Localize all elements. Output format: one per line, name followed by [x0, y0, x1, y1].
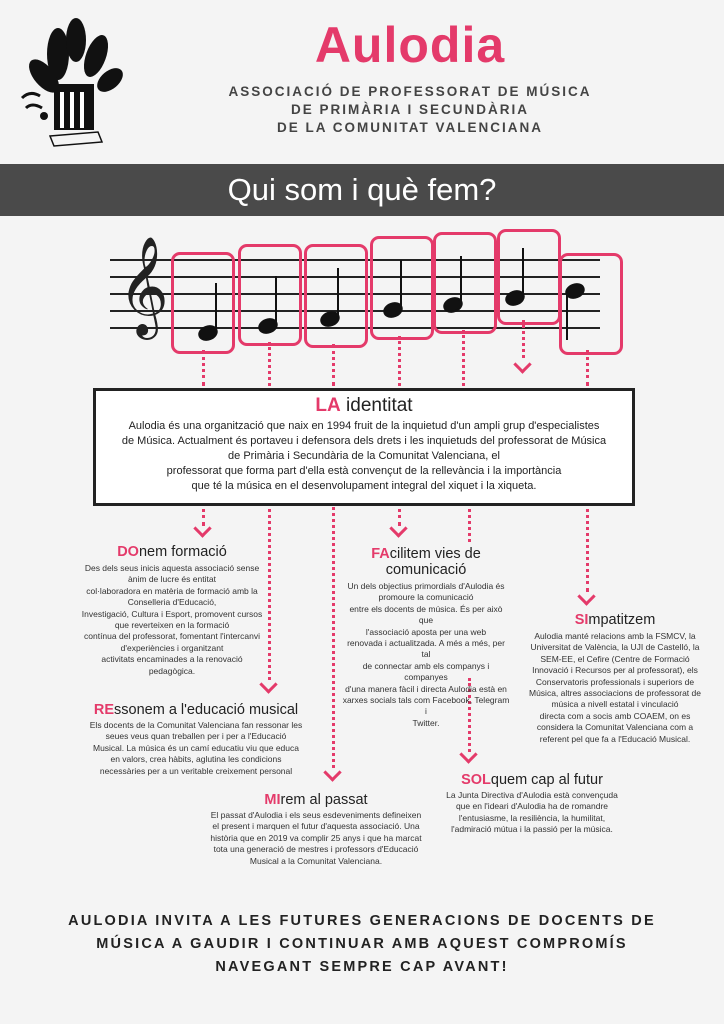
- text-line: música a nivell estatal i vinculació: [551, 699, 679, 710]
- text-line: Els docents de la Comunitat Valenciana fan ressonar les: [89, 720, 303, 730]
- text-line: xarxes socials tals com Facebook, Telegram i: [342, 695, 510, 717]
- text-line: el present i marquen el futur d'aquesta associació. Una: [212, 821, 420, 832]
- page-title: Aulodia: [314, 17, 506, 73]
- subtitle-line: DE PRIMÀRIA I SECUNDÀRIA: [290, 102, 529, 117]
- section-text: [526, 631, 704, 745]
- section-title-highlight: MI: [264, 792, 281, 808]
- text-line: entre els docents de música. És per això que: [349, 603, 503, 626]
- section-do: [72, 544, 272, 677]
- section-title-rest: cilitem vies de: [389, 546, 481, 562]
- text-line: l'entusiasme, la resiliència, la humilitat,: [458, 812, 606, 823]
- text-line: referent pel que fa a l'Educació Musical.: [539, 733, 691, 744]
- text-line: activitats encaminades a la renovació: [101, 654, 243, 665]
- section-title-rest: ssonem a l'educació musical: [114, 702, 299, 718]
- section-mi: [194, 792, 438, 867]
- text-line: contínua del professorat, fomentant l'intercanvi: [84, 631, 260, 642]
- text-line: Conservatoris professionals i superiors de: [535, 676, 695, 687]
- section-sol: [444, 772, 620, 836]
- section-title-rest: quem cap al futur: [490, 772, 603, 788]
- text-line: considera la Comunitat Valenciana com a: [536, 722, 694, 733]
- arrow-down-icon: [323, 763, 341, 781]
- connector-dots: [462, 330, 465, 386]
- connector-dots: [586, 350, 589, 386]
- footer-line: MÚSICA A GAUDIR I CONTINUAR AMB AQUEST COMPROMÍS: [96, 936, 628, 952]
- connector-dots: [202, 350, 205, 386]
- arrow-down-icon: [577, 587, 595, 605]
- subtitle-line: DE LA COMUNITAT VALENCIANA: [277, 120, 543, 135]
- connector-dots: [468, 502, 471, 542]
- treble-clef-icon: 𝄞: [118, 238, 169, 334]
- section-title: [194, 792, 438, 808]
- section-text: [194, 810, 438, 867]
- text-line: directa com a socis amb COAEM, on es: [539, 710, 691, 721]
- identity-text: [112, 419, 616, 494]
- text-line: Des dels seus inicis aquesta associació sense: [84, 563, 260, 573]
- connector-dots: [398, 336, 401, 386]
- section-title-rest: comunicació: [385, 562, 467, 578]
- identity-line: de Música. Actualment és portaveu i defensora dels drets i les inquietuds del professorat de Música: [121, 435, 607, 447]
- text-line: La Junta Directiva d'Aulodia està convençuda: [446, 790, 618, 800]
- text-line: Universitat de València, la UJI de Castelló, la: [530, 642, 700, 653]
- section-text: [72, 563, 272, 677]
- text-line: història que en 2019 va complir 25 anys i que ha marcat: [210, 832, 422, 843]
- identity-line: de Primària i Secundària de la Comunitat Valenciana, el: [228, 450, 500, 462]
- text-line: l'associació aposta per una web: [365, 626, 487, 637]
- text-line: Conselleria d'Educació,: [127, 597, 217, 608]
- section-text: [444, 790, 620, 836]
- identity-line: professorat que forma part d'ella està convençut de la rellevància i la importància: [166, 465, 562, 477]
- text-line: en valors, crea hàbits, aglutina les condicions: [110, 754, 282, 765]
- text-line: SEM-EE, el Cefire (Centre de Formació: [540, 653, 690, 664]
- text-line: de connectar amb els companys i companyes: [362, 660, 490, 683]
- section-title-rest: rem al passat: [280, 792, 368, 808]
- identity-line: Aulodia és una organització que naix en 1994 fruit de la inquietud d'un ampli grup d'especialistes: [128, 420, 600, 432]
- text-line: tota una generació de mestres i professors d'Educació: [213, 844, 419, 855]
- section-title-highlight: RE: [93, 702, 115, 718]
- section-title-highlight: SOL: [461, 772, 491, 788]
- section-title-rest: nem formació: [138, 544, 227, 560]
- quarter-note-icon: [0, 0, 724, 400]
- text-line: El passat d'Aulodia i els seus esdeveniments defineixen: [210, 810, 422, 820]
- connector-dots: [522, 320, 525, 358]
- text-line: pedagògica.: [148, 665, 196, 676]
- subtitle-line: ASSOCIACIÓ DE PROFESSORAT DE MÚSICA: [228, 84, 592, 99]
- arrow-down-icon: [459, 745, 477, 763]
- connector-dots: [332, 502, 335, 768]
- arrow-down-icon: [389, 519, 407, 537]
- text-line: Un dels objectius primordials d'Aulodia és: [347, 581, 505, 591]
- text-line: Innovació i Recursos per al professorat), els: [532, 665, 698, 676]
- footer-statement: [30, 910, 694, 979]
- text-line: Twitter.: [412, 717, 440, 728]
- section-title-rest: mpatitzem: [588, 612, 656, 628]
- section-title-highlight: FA: [371, 546, 390, 562]
- identity-box: [93, 388, 635, 506]
- footer-line: NAVEGANT SEMPRE CAP AVANT!: [215, 959, 509, 975]
- text-line: necessàries per a un veritable creixement personal: [99, 765, 293, 776]
- section-text: [342, 581, 510, 729]
- connector-dots: [586, 502, 589, 592]
- text-line: Aulodia manté relacions amb la FSMCV, la: [534, 631, 696, 641]
- arrow-down-icon: [193, 519, 211, 537]
- section-title-highlight: DO: [117, 544, 139, 560]
- text-line: Música, altres associacions de professorat de: [529, 688, 701, 699]
- footer-line: AULODIA INVITA A LES FUTURES GENERACIONS DE DOCENTS DE: [68, 913, 656, 929]
- text-line: d'experiències i organitzant: [120, 642, 224, 653]
- connector-dots: [268, 342, 271, 386]
- section-title: [342, 546, 510, 562]
- text-line: Musical. La música és un camí educatiu viu que educa: [92, 742, 299, 753]
- section-fa: [342, 546, 510, 729]
- identity-title-rest: identitat: [340, 395, 413, 416]
- section-title-highlight: SI: [574, 612, 589, 628]
- text-line: Investigació, Cultura i Esport, promovent cursos: [81, 608, 263, 619]
- text-line: seues veus quan treballen per i per a l'Educació: [105, 731, 287, 742]
- section-title: [526, 612, 704, 628]
- text-line: renovada i actualitzada. A més a més, per tal: [347, 638, 505, 660]
- arrow-down-icon: [259, 675, 277, 693]
- section-banner: Qui som i què fem?: [0, 164, 724, 216]
- section-title: [72, 544, 272, 560]
- identity-title-highlight: LA: [315, 395, 341, 416]
- section-title: [76, 702, 316, 718]
- section-re: [76, 702, 316, 777]
- connector-dots: [332, 344, 335, 386]
- text-line: Musical a la Comunitat Valenciana.: [249, 855, 383, 866]
- text-line: que en l'ideari d'Aulodia ha de romandre: [455, 801, 609, 812]
- text-line: d'una manera fàcil i directa Aulodia està en: [345, 683, 507, 694]
- text-line: l'admiració mútua i la passió per la música.: [451, 824, 613, 835]
- text-line: col·laboradora en matèria de formació amb la: [86, 585, 258, 596]
- text-line: ànim de lucre és entitat: [128, 574, 216, 585]
- section-text: [76, 720, 316, 777]
- text-line: que reverteixen en la formació: [114, 620, 230, 631]
- text-line: promoure la comunicació: [378, 592, 474, 603]
- identity-line: que té la música en el desenvolupament integral del xiquet i la xiqueta.: [191, 480, 537, 492]
- section-title: [444, 772, 620, 788]
- identity-title: [96, 395, 632, 417]
- section-si: [526, 612, 704, 745]
